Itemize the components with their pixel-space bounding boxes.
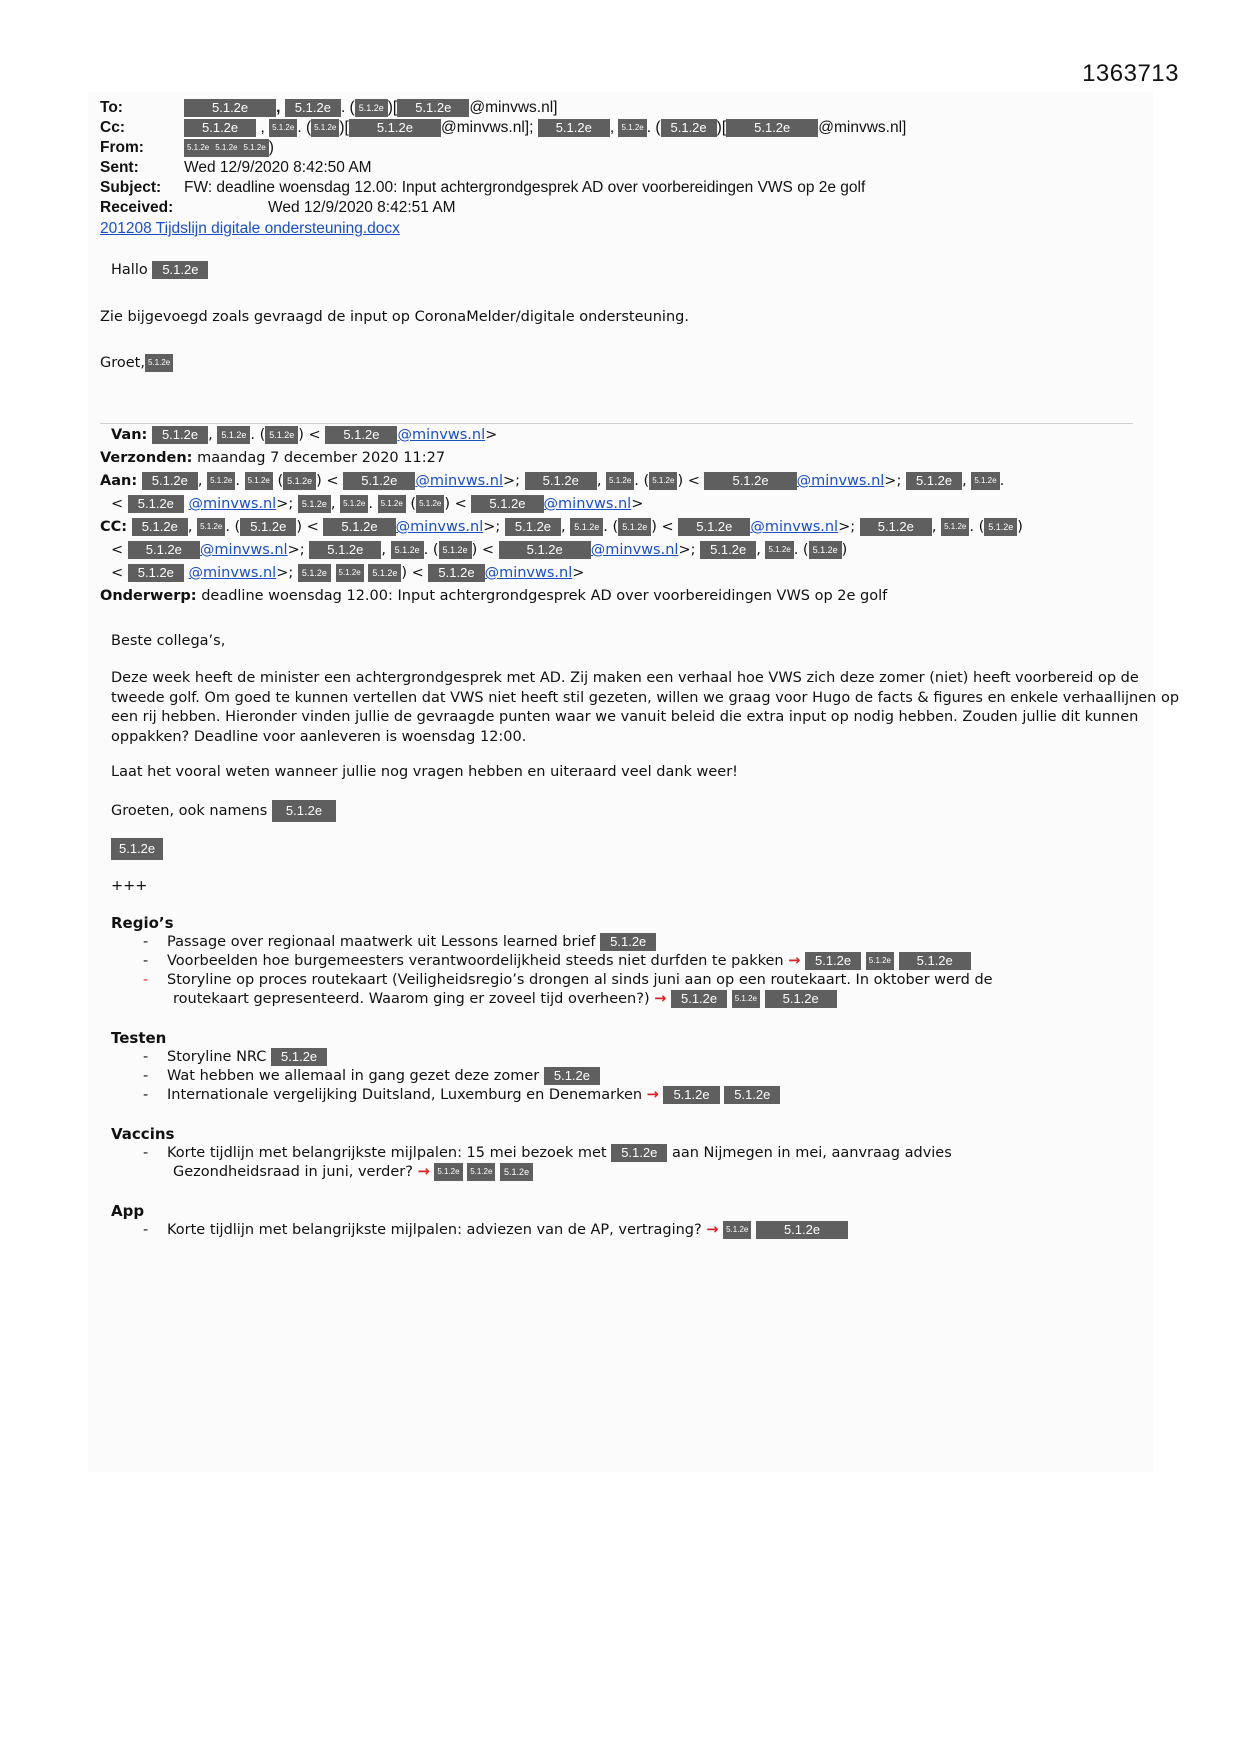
redaction: 5.1.2e — [866, 952, 894, 970]
email-link[interactable]: @minvws.nl — [395, 519, 484, 535]
redaction: 5.1.2e — [145, 354, 173, 372]
cc-label: Cc: — [100, 119, 125, 136]
email-link[interactable]: @minvws.nl — [484, 565, 573, 581]
redaction: 5.1.2e — [285, 99, 341, 117]
email-link[interactable]: @minvws.nl — [796, 473, 885, 489]
fwd-van-row: Van: 5.1.2e , 5.1.2e . ( 5.1.2e ) < 5.1.2e @minvws.nl> — [111, 427, 498, 443]
redaction: 5.1.2e — [241, 139, 269, 157]
greeting-text: Hallo — [111, 262, 148, 278]
redaction: 5.1.2e — [340, 495, 368, 513]
fwd-onderwerp-row — [100, 585, 887, 608]
redaction: 5.1.2e — [984, 518, 1017, 536]
redaction: 5.1.2e — [197, 518, 225, 536]
arrow-right-icon: → — [788, 953, 801, 969]
from-row: From: 5.1.2e 5.1.2e 5.1.2e ) — [100, 139, 274, 156]
verzonden-label: Verzonden: — [100, 450, 193, 466]
redaction: 5.1.2e — [311, 119, 339, 137]
redaction: 5.1.2e — [941, 518, 969, 536]
redaction: 5.1.2e — [152, 426, 208, 444]
list-item: - Korte tijdlijn met belangrijkste mijlpalen: 15 mei bezoek met 5.1.2e aan Nijmegen in mei, aanvraag advies Gezondheidsraad in juni, verder? → 5.1.2e 5.1.2e 5.1.2e — [143, 1145, 952, 1180]
onderwerp-label: Onderwerp: — [100, 588, 197, 604]
list-item: - Storyline NRC 5.1.2e — [143, 1048, 780, 1067]
message-paragraph-2: Laat het vooral weten wanneer jullie nog vragen hebben en uiteraard veel dank weer! — [111, 764, 738, 780]
redaction: 5.1.2e — [704, 472, 796, 490]
to-label: To: — [100, 99, 123, 116]
redaction: 5.1.2e — [649, 472, 677, 490]
sent-label: Sent: — [100, 159, 139, 176]
redaction: 5.1.2e — [184, 139, 212, 157]
redaction: 5.1.2e — [906, 472, 962, 490]
onderwerp-value: deadline woensdag 12.00: Input achtergrondgesprek AD over voorbereidingen VWS op 2e golf — [201, 588, 888, 604]
redaction: 5.1.2e — [368, 564, 401, 582]
redaction: 5.1.2e — [336, 564, 364, 582]
received-row — [100, 198, 906, 218]
separator: +++ — [111, 878, 148, 894]
list-item: - Passage over regionaal maatwerk uit Lessons learned brief 5.1.2e — [143, 933, 993, 952]
redaction: 5.1.2e — [128, 564, 184, 582]
redaction: 5.1.2e — [132, 518, 188, 536]
redaction: 5.1.2e — [538, 119, 610, 137]
reply-closing — [100, 354, 173, 372]
list-item: - Internationale vergelijking Duitsland, Luxemburg en Denemarken → 5.1.2e 5.1.2e — [143, 1086, 780, 1105]
redaction: 5.1.2e — [283, 472, 316, 490]
redaction: 5.1.2e — [309, 541, 381, 559]
reply-greeting — [111, 261, 208, 279]
email-domain: @minvws.nl]; — [440, 119, 534, 136]
email-link[interactable]: @minvws.nl — [415, 473, 504, 489]
message-signoff — [111, 800, 1181, 822]
cc-row: Cc: 5.1.2e , 5.1.2e . ( 5.1.2e )[ 5.1.2e @minvws.nl]; 5.1.2e , 5.1.2e . ( 5.1.2e )[ 5.1.2e @minvws.nl] — [100, 119, 907, 136]
fwd-aan-row: Aan: 5.1.2e , 5.1.2e . 5.1.2e ( 5.1.2e ) < 5.1.2e @minvws.nl>; 5.1.2e , 5.1.2e . ( 5.1.2e ) < 5.1.2e @minvws.nl>; 5.1.2e , 5.1.2e . — [100, 473, 1005, 489]
redaction: 5.1.2e — [765, 541, 793, 559]
redaction: 5.1.2e — [663, 1086, 719, 1104]
redaction: 5.1.2e — [428, 564, 484, 582]
redaction: 5.1.2e — [661, 119, 717, 137]
item-text: Storyline NRC — [167, 1049, 267, 1065]
redaction: 5.1.2e — [152, 261, 208, 279]
redaction: 5.1.2e — [378, 495, 406, 513]
reply-body: Zie bijgevoegd zoals gevraagd de input op CoronaMelder/digitale ondersteuning. — [100, 309, 689, 325]
fwd-cc-row-3: < 5.1.2e @minvws.nl>; 5.1.2e 5.1.2e 5.1.2e ) < 5.1.2e @minvws.nl> — [111, 565, 585, 581]
redaction: 5.1.2e — [971, 472, 999, 490]
redaction: 5.1.2e — [269, 119, 297, 137]
redaction: 5.1.2e — [355, 99, 388, 117]
list-item: - Wat hebben we allemaal in gang gezet deze zomer 5.1.2e — [143, 1067, 780, 1086]
redaction: 5.1.2e — [505, 518, 561, 536]
redaction: 5.1.2e — [700, 541, 756, 559]
arrow-right-icon: → — [654, 991, 667, 1007]
section-testen — [111, 1029, 780, 1105]
received-label: Received: — [100, 199, 174, 216]
redaction: 5.1.2e — [271, 1048, 327, 1066]
redaction: 5.1.2e — [128, 541, 200, 559]
redaction: 5.1.2e — [499, 541, 591, 559]
redaction: 5.1.2e — [184, 99, 276, 117]
sent-value: Wed 12/9/2020 8:42:50 AM — [184, 159, 372, 176]
redaction: 5.1.2e — [678, 518, 750, 536]
redaction: 5.1.2e — [600, 933, 656, 951]
redaction: 5.1.2e — [207, 472, 235, 490]
item-text: Passage over regionaal maatwerk uit Lessons learned brief — [167, 934, 596, 950]
section-regios — [111, 914, 993, 1009]
item-text: Voorbeelden hoe burgemeesters verantwoordelijkheid steeds niet durfden te pakken — [167, 953, 784, 969]
item-text-cont: Gezondheidsraad in juni, verder? — [173, 1164, 413, 1180]
aan-label: Aan: — [100, 473, 138, 489]
email-link[interactable]: @minvws.nl — [590, 542, 679, 558]
signature — [111, 838, 1181, 860]
redaction: 5.1.2e — [416, 495, 444, 513]
email-link[interactable]: @minvws.nl — [750, 519, 839, 535]
redaction: 5.1.2e — [809, 541, 842, 559]
received-value: Wed 12/9/2020 8:42:51 AM — [268, 199, 456, 216]
redaction: 5.1.2e — [349, 119, 441, 137]
redaction: 5.1.2e — [618, 518, 651, 536]
redaction: 5.1.2e — [606, 472, 634, 490]
closing-text: Groet, — [100, 355, 145, 371]
redaction: 5.1.2e — [343, 472, 415, 490]
verzonden-value: maandag 7 december 2020 11:27 — [197, 450, 446, 466]
document-number: 1363713 — [1082, 60, 1179, 87]
redaction: 5.1.2e — [756, 1221, 848, 1239]
item-text-2: aan Nijmegen in mei, aanvraag advies — [671, 1145, 952, 1161]
redaction: 5.1.2e — [434, 1163, 462, 1181]
redaction: 5.1.2e — [265, 426, 298, 444]
redaction: 5.1.2e — [245, 472, 273, 490]
redaction: 5.1.2e — [240, 518, 296, 536]
section-vaccins — [111, 1125, 952, 1182]
redaction: 5.1.2e — [325, 426, 397, 444]
redaction: 5.1.2e — [467, 1163, 495, 1181]
fwd-cc-row-2: < 5.1.2e @minvws.nl>; 5.1.2e , 5.1.2e . ( 5.1.2e ) < 5.1.2e @minvws.nl>; 5.1.2e , 5.1.2e . ( 5.1.2e ) — [111, 542, 848, 558]
redaction: 5.1.2e — [724, 1086, 780, 1104]
redaction: 5.1.2e — [111, 838, 163, 860]
redaction: 5.1.2e — [671, 990, 727, 1008]
redaction: 5.1.2e — [439, 541, 472, 559]
message-paragraph-1: Deze week heeft de minister een achtergrondgesprek met AD. Zij maken een verhaal hoe VWS zich deze zomer (niet) heeft voorbereid op de tweede golf. Om goed te kunnen vertellen dat VWS niet heeft stil gezeten, willen we graag voor Hugo de facts & figures en enkele verhaallijnen op een rij hebben. Hieronder vinden jullie de gevraagde punten waar we vanuit beleid die extra input op nodig hebben. Zouden jullie dit kunnen oppakken? Deadline voor aanleveren is woensdag 12:00. — [111, 670, 1180, 745]
fwd-verzonden-row — [100, 447, 445, 470]
redaction: 5.1.2e — [732, 990, 760, 1008]
subject-label: Subject: — [100, 179, 162, 196]
item-text: Korte tijdlijn met belangrijkste mijlpalen: adviezen van de AP, vertraging? — [167, 1222, 702, 1238]
redaction: 5.1.2e — [212, 139, 240, 157]
redaction: 5.1.2e — [272, 800, 336, 822]
email-link[interactable]: @minvws.nl — [188, 565, 277, 581]
redaction: 5.1.2e — [726, 119, 818, 137]
item-text: Storyline op proces routekaart (Veiligheidsregio’s drongen al sinds juni aan op een routekaart. In oktober werd de — [167, 972, 993, 988]
attachment-link[interactable] — [100, 220, 400, 238]
redaction: 5.1.2e — [397, 99, 469, 117]
redaction: 5.1.2e — [471, 495, 543, 513]
fwd-aan-row-2: < 5.1.2e @minvws.nl>; 5.1.2e , 5.1.2e . 5.1.2e ( 5.1.2e ) < 5.1.2e @minvws.nl> — [111, 496, 644, 512]
fwd-cc-row: CC: 5.1.2e , 5.1.2e . ( 5.1.2e ) < 5.1.2e @minvws.nl>; 5.1.2e , 5.1.2e . ( 5.1.2e ) < 5.1.2e @minvws.nl>; 5.1.2e , 5.1.2e . ( 5.1.2e ) — [100, 519, 1023, 535]
redaction: 5.1.2e — [217, 426, 250, 444]
redaction: 5.1.2e — [184, 119, 256, 137]
section-title: Vaccins — [111, 1125, 175, 1143]
van-label: Van: — [111, 427, 148, 443]
cc-label: CC: — [100, 519, 128, 535]
redaction: 5.1.2e — [805, 952, 861, 970]
email-link[interactable]: @minvws.nl — [543, 496, 632, 512]
item-text-cont: routekaart gepresenteerd. Waarom ging er zoveel tijd overheen?) — [173, 991, 650, 1007]
redaction: 5.1.2e — [323, 518, 395, 536]
section-title: Regio’s — [111, 914, 174, 932]
redaction: 5.1.2e — [899, 952, 971, 970]
sent-row — [100, 158, 906, 178]
item-text: Internationale vergelijking Duitsland, Luxemburg en Denemarken — [167, 1087, 643, 1103]
signoff-text: Groeten, ook namens — [111, 803, 268, 819]
subject-row — [100, 178, 906, 198]
redaction: 5.1.2e — [298, 564, 331, 582]
email-domain: @minvws.nl] — [469, 99, 558, 116]
redaction: 5.1.2e — [544, 1067, 600, 1085]
from-label: From: — [100, 139, 144, 156]
redaction: 5.1.2e — [298, 495, 331, 513]
item-text: Wat hebben we allemaal in gang gezet deze zomer — [167, 1068, 540, 1084]
redaction: 5.1.2e — [500, 1163, 533, 1181]
email-link[interactable]: @minvws.nl — [188, 496, 277, 512]
redaction: 5.1.2e — [723, 1221, 751, 1239]
list-item: - Storyline op proces routekaart (Veiligheidsregio’s drongen al sinds juni aan op een routekaart. In oktober werd de routekaart gepresenteerd. Waarom ging er zoveel tijd overheen?) → 5.1.2e 5.1.2e 5.1.2e — [143, 972, 993, 1007]
redaction: 5.1.2e — [618, 119, 646, 137]
arrow-right-icon: → — [417, 1164, 430, 1180]
redaction: 5.1.2e — [765, 990, 837, 1008]
item-text: Korte tijdlijn met belangrijkste mijlpalen: 15 mei bezoek met — [167, 1145, 607, 1161]
section-title: Testen — [111, 1029, 167, 1047]
email-link[interactable]: @minvws.nl — [397, 427, 486, 443]
section-app — [111, 1202, 848, 1240]
email-domain: @minvws.nl] — [818, 119, 907, 136]
arrow-right-icon: → — [706, 1222, 719, 1238]
redaction: 5.1.2e — [570, 518, 603, 536]
arrow-right-icon: → — [646, 1087, 659, 1103]
subject-value: FW: deadline woensdag 12.00: Input achtergrondgesprek AD over voorbereidingen VWS op 2e golf — [184, 179, 866, 196]
email-link[interactable]: @minvws.nl — [199, 542, 288, 558]
to-row: To: 5.1.2e , 5.1.2e . ( 5.1.2e )[ 5.1.2e @minvws.nl] — [100, 99, 558, 116]
redaction: 5.1.2e — [611, 1144, 667, 1162]
list-item: - Voorbeelden hoe burgemeesters verantwoordelijkheid steeds niet durfden te pakken → 5.1.2e 5.1.2e 5.1.2e — [143, 952, 993, 971]
email-header — [100, 98, 906, 218]
attachment-filename[interactable]: 201208 Tijdslijn digitale ondersteuning.docx — [100, 220, 400, 237]
redaction: 5.1.2e — [142, 472, 198, 490]
redaction: 5.1.2e — [391, 541, 424, 559]
message-salutation: Beste collega’s, — [111, 633, 226, 649]
section-title: App — [111, 1202, 145, 1220]
list-item: - Korte tijdlijn met belangrijkste mijlpalen: adviezen van de AP, vertraging? → 5.1.2e 5.1.2e — [143, 1221, 848, 1240]
redaction: 5.1.2e — [860, 518, 932, 536]
redaction: 5.1.2e — [128, 495, 184, 513]
redaction: 5.1.2e — [525, 472, 597, 490]
